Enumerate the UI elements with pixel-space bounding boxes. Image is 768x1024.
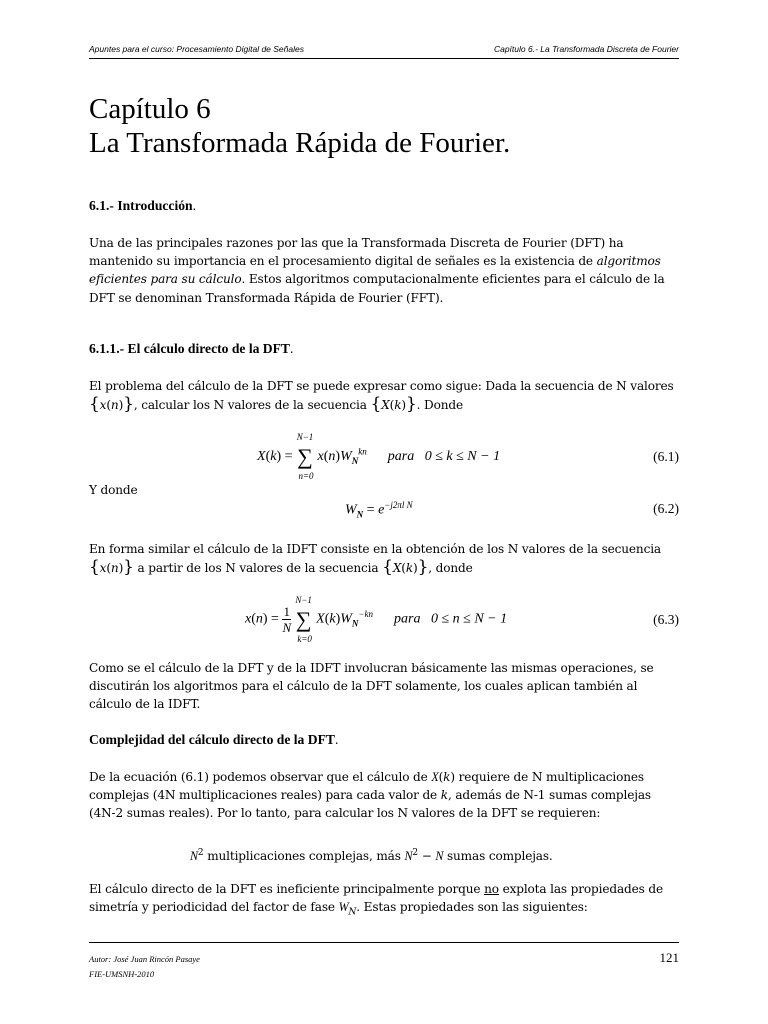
footer-rule xyxy=(89,942,679,943)
direct-paragraph: El problema del cálculo de la DFT se puede expresar como sigue: Dada la secuencia de N valores {x(n)}, calcular los N valores de la secuencia {X(k)}. Donde xyxy=(89,379,674,415)
chapter-title xyxy=(89,92,510,160)
section-heading-intro: 6.1.- Introducción. xyxy=(89,198,197,213)
header-rule xyxy=(89,58,679,59)
y-donde-text: Y donde xyxy=(89,483,138,497)
equation-6-2: $W_N = e^{-j2\pi l N}$ xyxy=(345,500,413,520)
equation-6-2-label: (6.2) xyxy=(653,501,679,516)
intro-paragraph: Una de las principales razones por las que la Transformada Discreta de Fourier (DFT) ha mantenido su importancia en el procesamiento digital de señales es la existencia de algoritmos eficientes para su cálculo. Estos algoritmos computacionalmente eficientes para el cálculo de la DFT se denominan Transformada Rápida de Fourier (FFT). xyxy=(89,236,665,305)
footer-credits xyxy=(89,952,200,982)
operation-count: $N^2$ multiplicaciones complejas, más $N^2 - N$ sumas complejas. xyxy=(190,848,553,864)
page-number: 121 xyxy=(659,950,679,965)
equation-6-1-label: (6.1) xyxy=(653,449,679,464)
same-operations-paragraph: Como se el cálculo de la DFT y de la IDFT involucran básicamente las mismas operaciones, se discutirán los algoritmos para el cálculo de la DFT solamente, los cuales aplican también al cálculo de la IDFT. xyxy=(89,661,654,712)
header-chapter: Capítulo 6.- La Transformada Discreta de Fourier xyxy=(493,44,679,54)
running-header xyxy=(89,44,679,58)
equation-6-1: X(k) = N−1 ∑ n=0 $x(n)W_N^{kn}$ para 0 ≤ k ≤ N − 1 xyxy=(257,432,501,481)
chapter-number: Capítulo 6 xyxy=(89,93,211,125)
header-course: Apuntes para el curso: Procesamiento Digital de Señales xyxy=(89,44,304,54)
equation-6-3-label: (6.3) xyxy=(653,612,679,627)
section-heading-direct: 6.1.1.- El cálculo directo de la DFT. xyxy=(89,341,294,356)
idft-paragraph: En forma similar el cálculo de la IDFT consiste en la obtención de los N valores de la secuencia {x(n)} a partir de los N valores de la secuencia {X(k)}, donde xyxy=(89,542,661,578)
section-heading-complexity: Complejidad del cálculo directo de la DFT. xyxy=(89,732,339,747)
complexity-paragraph: De la ecuación (6.1) podemos observar que el cálculo de X(k) requiere de N multiplicaciones complejas (4N multiplicaciones reales) para cada valor de k, además de N-1 sumas complejas (4N-2 sumas reales). Por lo tanto, para calcular los N valores de la DFT se requieren: xyxy=(89,770,651,821)
footer-institution: FIE-UMSNH-2010 xyxy=(89,969,155,979)
final-paragraph: El cálculo directo de la DFT es ineficiente principalmente porque no explota las propiedades de simetría y periodicidad del factor de fase $W_N$. Estas propiedades son las siguientes: xyxy=(89,882,663,918)
chapter-name: La Transformada Rápida de Fourier. xyxy=(89,127,511,159)
equation-6-3: x(n) = $\frac{1}{N}$ N−1 ∑ k=0 $X(k)W_N^{-kn}$ para 0 ≤ n ≤ N − 1 xyxy=(245,594,508,644)
footer-author: Autor: José Juan Rincón Pasaye xyxy=(89,954,200,964)
